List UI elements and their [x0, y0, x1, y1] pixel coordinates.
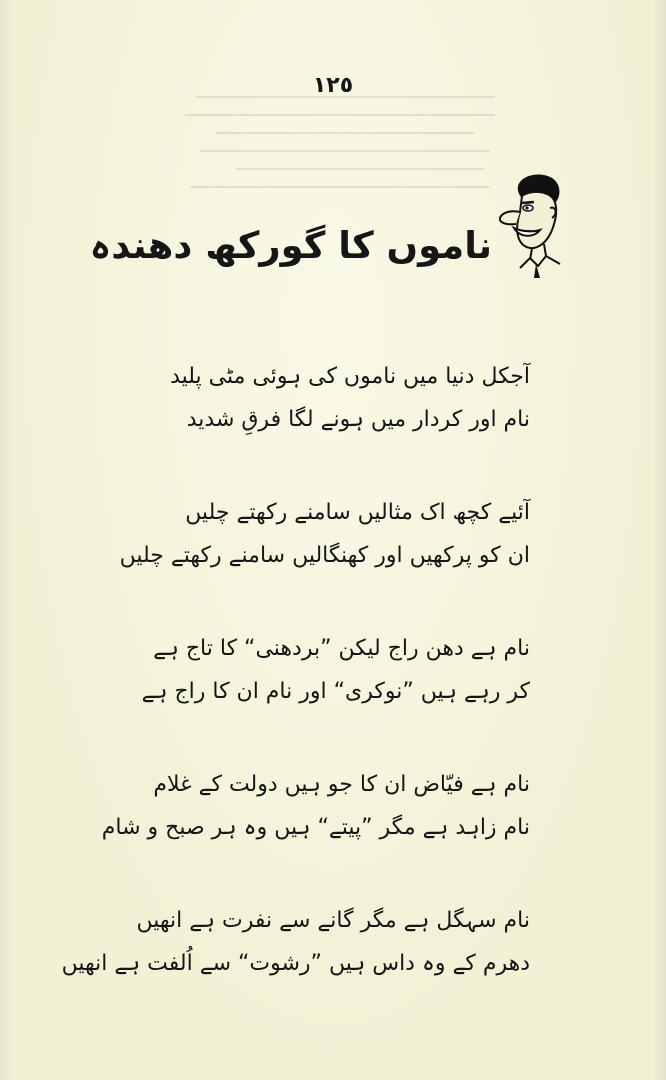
- poem-body: [61, 340, 530, 985]
- verse-line: کر رہے ہیں ”نوکری“ اور نام ان کا راج ہے: [141, 679, 530, 704]
- stanza: [101, 763, 530, 849]
- verse-line: نام ہے دھن راج لیکن ”بردھنی“ کا تاج ہے: [153, 636, 530, 661]
- stanza: [119, 491, 530, 577]
- verse-line: نام ہے فیّاض ان کا جو ہیں دولت کے غلام: [153, 772, 530, 797]
- stanza: [150, 355, 530, 441]
- verse-line: نام سہگل ہے مگر گانے سے نفرت ہے انھیں: [136, 908, 530, 933]
- verse-line: ان کو پرکھیں اور کھنگالیں سامنے رکھتے چلیں: [119, 543, 530, 568]
- verse-line: آئیے کچھ اک مثالیں سامنے رکھتے چلیں: [185, 500, 530, 525]
- caricature-face-icon: [490, 172, 566, 280]
- bleed-through-shadow: [89, 80, 505, 340]
- poem-title: ناموں کا گورکھ دھندہ: [89, 224, 492, 267]
- verse-line: نام اور کردار میں ہونے لگا فرقِ شدید: [186, 407, 530, 432]
- stanza: [141, 627, 530, 713]
- page-number: ١٢٥: [312, 73, 354, 98]
- verse-line: آجکل دنیا میں ناموں کی ہوئی مٹی پلید: [170, 364, 530, 389]
- verse-line: نام زاہد ہے مگر ”پیتے“ ہیں وہ ہر صبح و شام: [101, 815, 530, 840]
- stanza: [61, 899, 530, 985]
- verse-line: دھرم کے وہ داس ہیں ”رشوت“ سے اُلفت ہے انھیں: [61, 951, 530, 976]
